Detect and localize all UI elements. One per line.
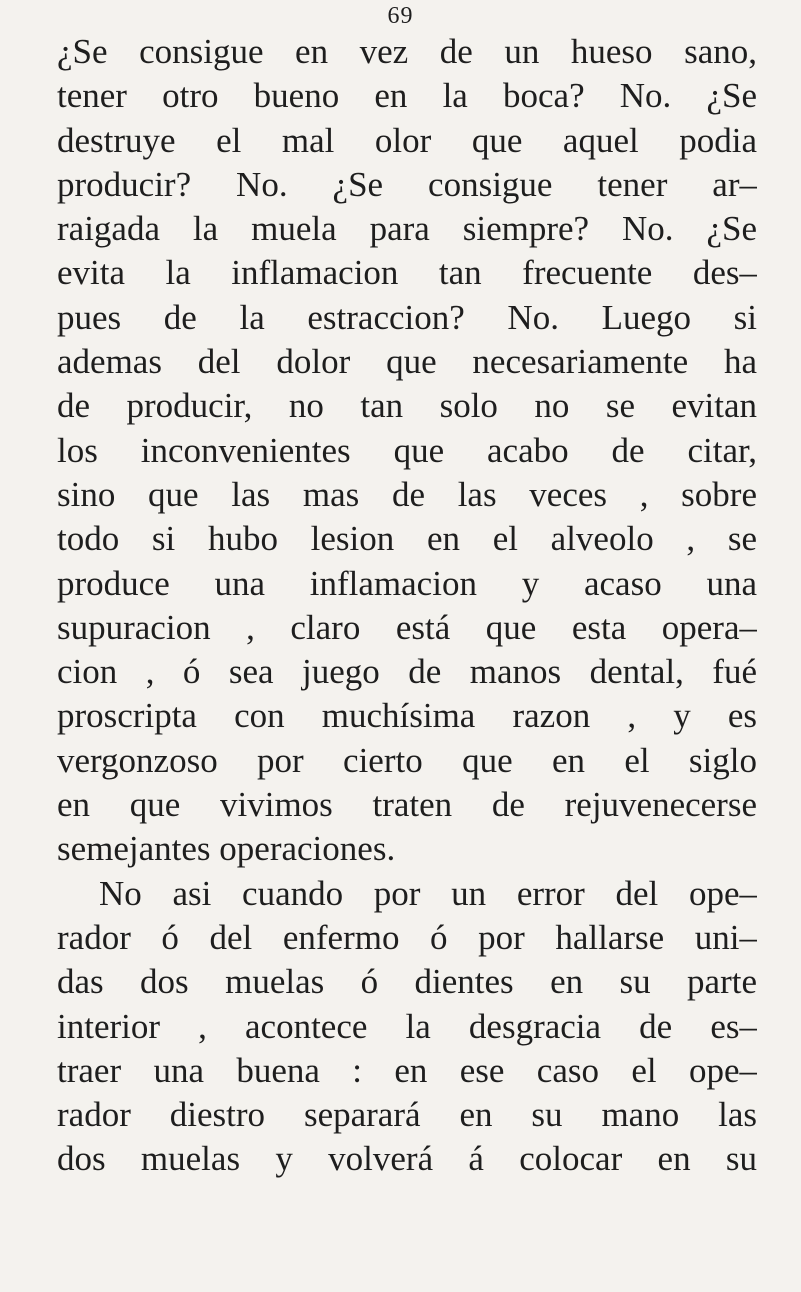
page-number: 69 xyxy=(387,3,414,29)
text-line: en que vivimos traten de rejuvenecerse xyxy=(57,785,757,825)
text-line: evita la inflamacion tan frecuente des– xyxy=(57,253,757,293)
text-line: ¿Se consigue en vez de un hueso sano, xyxy=(57,32,757,71)
text-line: destruye el mal olor que aquel podia xyxy=(57,120,757,160)
text-line: rador diestro separará en su mano las xyxy=(57,1095,757,1135)
text-line: rador ó del enfermo ó por hallarse uni– xyxy=(57,917,757,957)
text-line: de producir, no tan solo no se evitan xyxy=(57,386,757,426)
text-line: vergonzoso por cierto que en el siglo xyxy=(57,740,757,780)
text-line: los inconvenientes que acabo de citar, xyxy=(57,430,757,470)
text-line: No asi cuando por un error del ope– xyxy=(99,873,757,913)
text-line: interior , acontece la desgracia de es– xyxy=(57,1006,757,1046)
text-line: pues de la estraccion? No. Luego si xyxy=(57,297,757,337)
text-line: das dos muelas ó dientes en su parte xyxy=(57,962,757,1002)
text-line: producir? No. ¿Se consigue tener ar– xyxy=(57,164,757,204)
text-line: semejantes operaciones. xyxy=(57,829,396,869)
text-line: tener otro bueno en la boca? No. ¿Se xyxy=(57,76,757,116)
text-line: ademas del dolor que necesariamente ha xyxy=(57,342,757,382)
text-line: proscripta con muchísima razon , y es xyxy=(57,696,757,736)
text-line: produce una inflamacion y acaso una xyxy=(57,563,757,603)
text-line: sino que las mas de las veces , sobre xyxy=(57,474,757,514)
text-line: supuracion , claro está que esta opera– xyxy=(57,607,757,647)
text-line: traer una buena : en ese caso el ope– xyxy=(57,1050,757,1090)
text-line: raigada la muela para siempre? No. ¿Se xyxy=(57,209,757,249)
body-text xyxy=(57,30,757,1182)
text-line: todo si hubo lesion en el alveolo , se xyxy=(57,519,757,559)
text-line: dos muelas y volverá á colocar en su xyxy=(57,1139,757,1179)
text-line: cion , ó sea juego de manos dental, fué xyxy=(57,652,757,692)
